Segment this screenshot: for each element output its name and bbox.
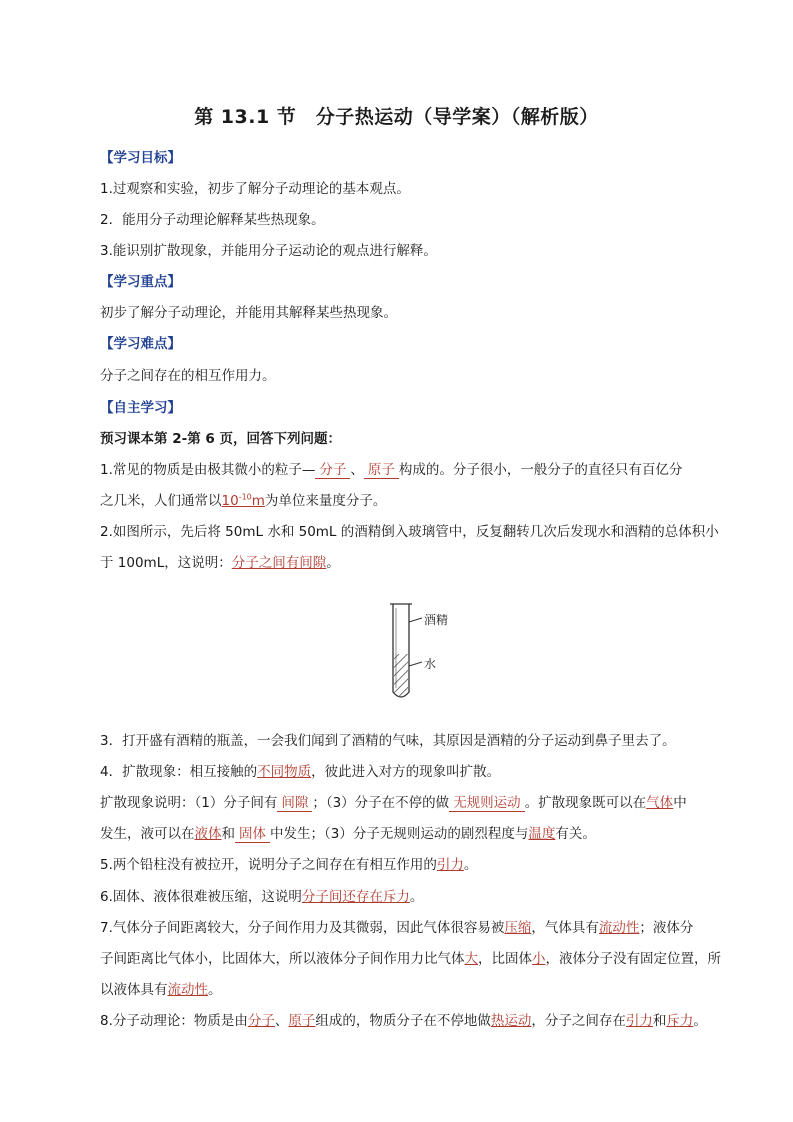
question-2-line-1: 2.如图所示，先后将 50mL 水和 50mL 的酒精倒入玻璃管中，反复翻转几次后发现水和酒精的总体积小 <box>100 524 719 540</box>
question-7-line-1: 7.气体分子间距离较大，分子间作用力及其微弱，因此气体很容易被压缩，气体具有流动性；液体分 <box>100 920 694 936</box>
section-key-heading: 【学习重点】 <box>100 274 181 290</box>
question-1-line-1: 1.常见的物质是由极其微小的粒子— 分子 、 原子 构成的。分子很小，一般分子的直径只有百亿分 <box>100 462 683 478</box>
answer-attraction-2: 引力 <box>625 1013 653 1029</box>
answer-attraction: 引力 <box>436 857 464 873</box>
diffusion-explain-line-1: 扩散现象说明：（1）分子间有 间隙 ；（3）分子在不停的做 无规则运动 。扩散现象既可以在气体中 <box>100 795 687 811</box>
answer-molecule-2: 分子 <box>247 1013 275 1029</box>
label-water: 水 <box>424 657 437 671</box>
section-goals-heading: 【学习目标】 <box>100 150 181 166</box>
question-7-line-2: 子间距离比气体小，比固体大，所以液体分子间作用力比气体大，比固体小，液体分子没有固定位置，所 <box>100 951 721 967</box>
answer-solid: 固体 <box>235 826 270 843</box>
answer-temperature: 温度 <box>528 826 556 842</box>
section-self-heading: 【自主学习】 <box>100 400 181 416</box>
question-6: 6.固体、液体很难被压缩，这说明分子间还存在斥力。 <box>100 889 424 905</box>
answer-unit: $10^{-10}m$ <box>221 492 265 509</box>
answer-fluidity: 流动性 <box>598 920 640 936</box>
key-text: 初步了解分子动理论，并能用其解释某些热现象。 <box>100 305 397 321</box>
question-5: 5.两个铅柱没有被拉开，说明分子之间存在有相互作用的引力。 <box>100 857 478 873</box>
answer-different-substances: 不同物质 <box>257 764 312 780</box>
answer-smaller: 小 <box>532 951 546 967</box>
answer-random-motion: 无规则运动 <box>449 795 525 812</box>
question-3: 3．打开盛有酒精的瓶盖，一会我们闻到了酒精的气味，其原因是酒精的分子运动到鼻子里去了。 <box>100 733 676 749</box>
preview-instruction: 预习课本第 2-第 6 页，回答下列问题： <box>100 431 341 447</box>
difficult-text: 分子之间存在的相互作用力。 <box>100 368 276 384</box>
goal-2: 2．能用分子动理论解释某些热现象。 <box>100 212 325 228</box>
goal-1: 1.过观察和实验，初步了解分子动理论的基本观点。 <box>100 181 410 197</box>
question-4: 4．扩散现象：相互接触的不同物质，彼此进入对方的现象叫扩散。 <box>100 764 501 780</box>
goal-3: 3.能识别扩散现象，并能用分子运动论的观点进行解释。 <box>100 243 437 259</box>
water-layer <box>394 654 408 696</box>
answer-atom-2: 原子 <box>288 1013 316 1029</box>
question-1-line-2: 之几米，人们通常以$10^{-10}m$为单位来量度分子。 <box>100 492 387 509</box>
answer-fluidity-2: 流动性 <box>167 982 208 998</box>
answer-molecule: 分子 <box>315 462 350 479</box>
test-tube-figure <box>376 600 466 710</box>
page-title: 第 13.1 节 分子热运动（导学案）（解析版） <box>194 106 599 128</box>
answer-atom: 原子 <box>364 462 399 479</box>
section-difficult-heading: 【学习难点】 <box>100 336 181 352</box>
answer-gas: 气体 <box>646 795 674 811</box>
answer-repulsion: 分子间还存在斥力 <box>301 889 410 905</box>
answer-gap: 分子之间有间隙 <box>231 555 327 571</box>
answer-repulsion-2: 斥力 <box>666 1013 694 1029</box>
diffusion-explain-line-2: 发生，液可以在液体和 固体 中发生；（3）分子无规则运动的剧烈程度与温度有关。 <box>100 826 596 842</box>
question-8: 8.分子动理论：物质是由分子、原子组成的，物质分子在不停地做热运动，分子之间存在引力和斥力。 <box>100 1013 707 1029</box>
question-7-line-3: 以液体具有流动性。 <box>100 982 222 998</box>
answer-gap-2: 间隙 <box>277 795 312 812</box>
answer-liquid: 液体 <box>194 826 222 842</box>
label-alcohol: 酒精 <box>424 613 449 627</box>
answer-compress: 压缩 <box>504 920 532 936</box>
question-2-line-2: 于 100mL，这说明：分子之间有间隙。 <box>100 555 340 571</box>
answer-thermal-motion: 热运动 <box>490 1013 532 1029</box>
answer-larger: 大 <box>464 951 478 967</box>
